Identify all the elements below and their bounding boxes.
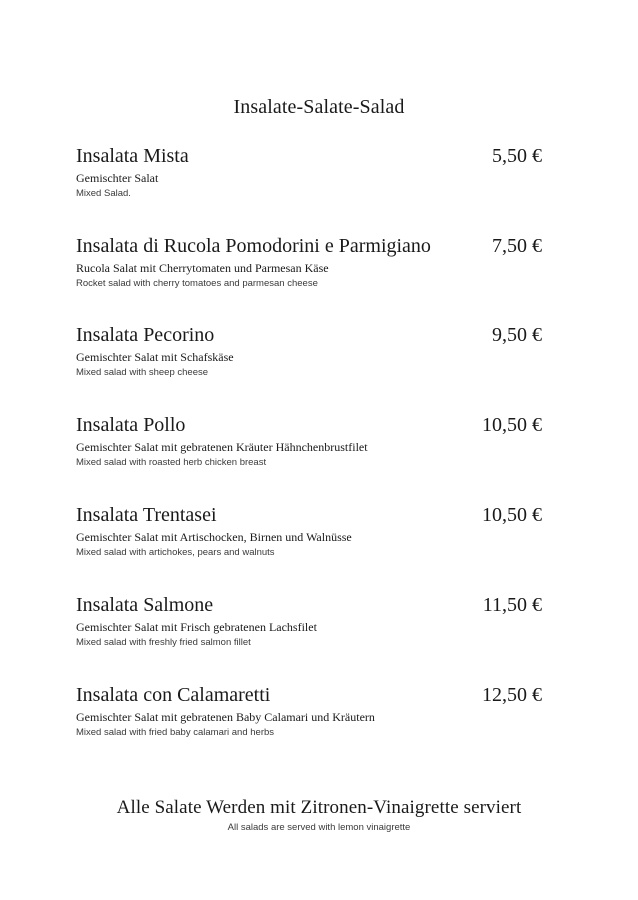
menu-item-price: 10,50 €: [482, 504, 542, 526]
menu-item-description-en: Mixed salad with roasted herb chicken breast: [76, 457, 267, 468]
menu-item-description-en: Mixed salad with sheep cheese: [76, 367, 209, 378]
menu-item-description-de: Gemischter Salat mit Frisch gebratenen Lachsfilet: [76, 620, 317, 634]
menu-item-name: Insalata Trentasei: [76, 504, 217, 526]
menu-item-description-de: Gemischter Salat: [76, 171, 159, 185]
menu-item-name: Insalata Pecorino: [76, 324, 215, 346]
menu-item-header: [76, 413, 546, 437]
menu-item-description-en: Mixed Salad.: [76, 188, 131, 199]
menu-item-description-en: Mixed salad with fried baby calamari and herbs: [76, 727, 275, 738]
menu-item-description-en: Rocket salad with cherry tomatoes and parmesan cheese: [76, 278, 318, 289]
menu-item-header: [76, 144, 546, 168]
menu-item-price: 5,50 €: [492, 145, 542, 167]
menu-item: [76, 683, 546, 739]
menu-item-header: [76, 234, 546, 258]
menu-item-description-de: Gemischter Salat mit Artischocken, Birnen und Walnüsse: [76, 530, 352, 544]
footer-note: Alle Salate Werden mit Zitronen-Vinaigrette serviert: [116, 797, 522, 818]
menu-item-price: 9,50 €: [492, 324, 542, 346]
menu-item: [76, 144, 546, 200]
menu-item-name: Insalata Pollo: [76, 414, 186, 436]
menu-item-price: 10,50 €: [482, 414, 542, 436]
menu-item-description-de: Gemischter Salat mit gebratenen Kräuter Hähnchenbrustfilet: [76, 440, 368, 454]
menu-item-description-en: Mixed salad with freshly fried salmon fillet: [76, 637, 251, 648]
menu-item: [76, 593, 546, 649]
menu-item: [76, 234, 546, 290]
menu-item-name: Insalata Salmone: [76, 594, 214, 616]
menu-item-price: 11,50 €: [482, 594, 542, 616]
menu-item-description-de: Gemischter Salat mit Schafskäse: [76, 350, 234, 364]
menu-item-name: Insalata con Calamaretti: [76, 684, 271, 706]
menu-item-header: [76, 683, 546, 707]
menu-item-description-de: Rucola Salat mit Cherrytomaten und Parmesan Käse: [76, 261, 329, 275]
menu-item-description-en: Mixed salad with artichokes, pears and walnuts: [76, 547, 275, 558]
menu-item-description-de: Gemischter Salat mit gebratenen Baby Calamari und Kräutern: [76, 710, 375, 724]
menu-item-price: 7,50 €: [492, 235, 542, 257]
menu-item-name: Insalata di Rucola Pomodorini e Parmigiano: [76, 235, 431, 257]
menu-item-header: [76, 503, 546, 527]
menu-item: [76, 413, 546, 469]
menu-item-name: Insalata Mista: [76, 145, 189, 167]
menu-item-price: 12,50 €: [482, 684, 542, 706]
menu-item: [76, 503, 546, 559]
footer-note-english: All salads are served with lemon vinaigrette: [227, 822, 411, 833]
menu-item-header: [76, 593, 546, 617]
menu-title: Insalate-Salate-Salad: [233, 96, 405, 118]
menu-item: [76, 323, 546, 379]
menu-item-header: [76, 323, 546, 347]
